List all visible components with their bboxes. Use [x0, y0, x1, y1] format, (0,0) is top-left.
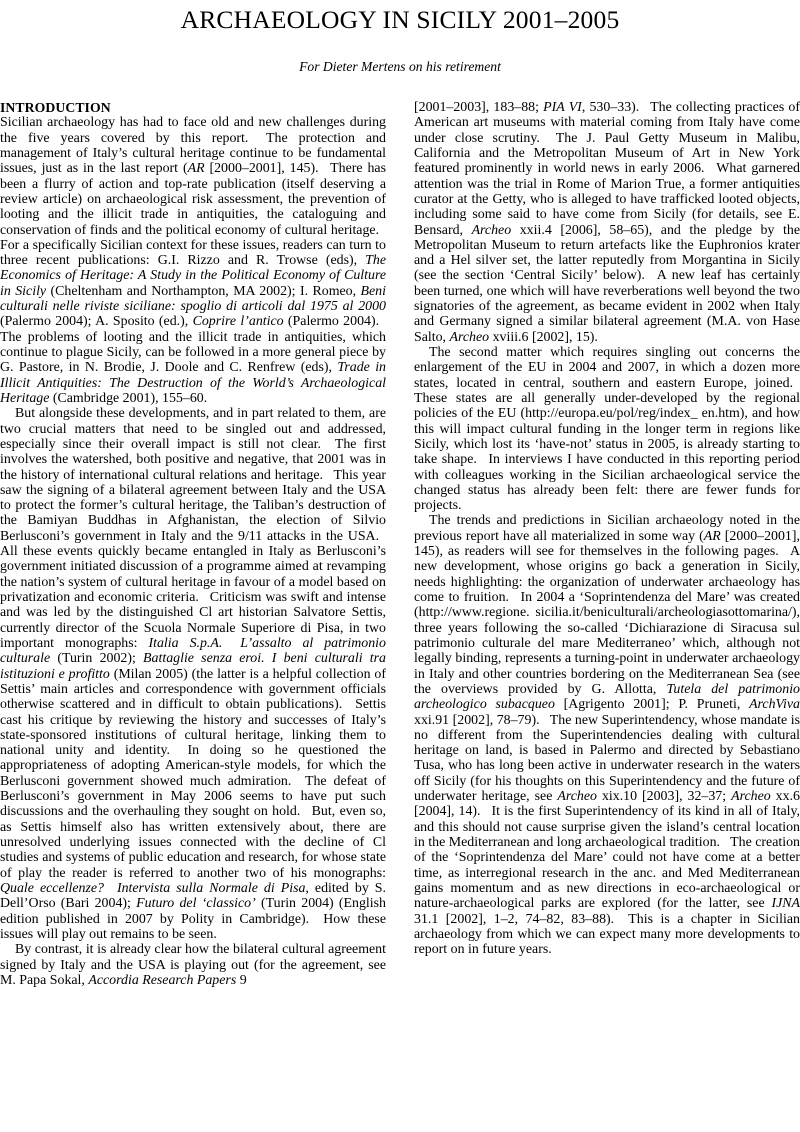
text-run: xxii.4 [2006], 58–65), and the pledge by the Metropolitan Museum to return artefacts like the Euphronios krater and a Hel silver set, the latter reputedly from Morgantina in Sicily (see the section ‘Central Sicily’ below). A new leaf has certainly been turned, one which will have reverberations well beyond the two signatories of the agreement, as became evident in 2002 when Italy and Germany signed a similar bilateral agreement (M.A. von Hase Salto,	[414, 222, 800, 345]
journal-title: Archeo	[471, 222, 512, 238]
text-run: But alongside these developments, and in part related to them, are two crucial matters that need to be singled out and addressed, especially since their overall impact is still not clear. The first involves the watershed, both positive and negative, that 2001 was in the history of international cultural relations and heritage. This year saw the signing of a bilateral agreement between Italy and the USA to protect the former’s cultural heritage, the Taliban’s destruction of the Bamiyan Buddhas in Afghanistan, the election of Silvio Berlusconi’s government in Italy and the 9/11 attacks in the USA. All these events quickly became entangled in Italy as Berlusconi’s government initiated discussion of a programme aimed at revamping the nation’s system of cultural heritage in favour of a model based on privatization and economic criteria. Criticism was swift and intense and was led by the distinguished Cl art historian Salvatore Settis, currently director of the Scuola Normale Superiore di Pisa, in two important monographs:	[0, 406, 386, 651]
citation-ar: AR	[187, 161, 205, 177]
page-title: ARCHAEOLOGY IN SICILY 2001–2005	[180, 5, 620, 34]
text-run: xx.6 [2004], 14). It is the first Superintendency of its kind in all of Italy, and this should not cause surprise given the island’s central location in the Mediterranean and long archaeological tradition. The creation of the ‘Soprintendenza del Mare’ could not have come at a better time, as interregional research in the anc. and Med Mediterranean gains momentum and as new directions in eco-archaeological or nature-archaeological parks are explored (for the latter, see	[414, 789, 800, 912]
section-heading-introduction: INTRODUCTION	[0, 100, 111, 115]
text-run: [2000–2001], 145). There has been a flurry of action and top-rate publication (itself deserving a review article) on archaeological risk assessment, the prevention of looting and the illicit trade in antiquities, the cataloguing and conservation of finds and the political economy of cultural heritage. For a specifically Sicilian context for these issues, readers can turn to three recent publications: G.I. Rizzo and R. Trowse (eds),	[0, 161, 386, 269]
text-run: xxi.91 [2002], 78–79). The new Superintendency, whose mandate is no different from the Superintendencies dealing with cultural heritage on land, is based in Palermo and directed by Sebastiano Tusa, who has long been active in underwater research in the waters off Sicily (for his thoughts on this Superintendency and the future of underwater heritage, see	[414, 712, 800, 805]
text-run: The second matter which requires singling out concerns the enlargement of the EU in 2004 and 2007, in which a dozen more states, located in central, southern and eastern Europe, joined. These states are all generally under-developed by the regional policies of the EU (http://europa.eu/pol/reg/index_ en.htm), and how this will impact cultural funding in the longer term in regions like Sicily, which lost its ‘have-not’ status in 2005, is already starting to take shape. In interviews I have conducted in this reporting period with colleagues working in the Sicilian archaeological service the changed status has already been felt: there are fewer funds for projects.	[414, 345, 800, 514]
citation-ar: AR	[703, 528, 721, 544]
book-title: Italia S.p.A. L’assalto al patrimonio culturale	[0, 635, 386, 667]
left-column	[0, 100, 386, 1132]
text-run: [2000–2001], 145), as readers will see for themselves in the following pages. A new development, whose origins go back a generation in Sicily, needs highlighting: the organization of underwater archaeology has come to fruition. In 2004 a ‘Soprintendenza del Mare’ was created (http://www.regione. sicilia.it/beniculturali/archeologiasottomarina/), three years following the so-called ‘Dichiarazione di Siracusa sul patrimonio culturale del mare Mediterraneo’ which, although not legally binding, represents a turning-point in underwater archaeology in Italy and other countries bordering on the Mediterranean Sea (see the overviews provided by G. Allotta,	[414, 528, 800, 697]
book-title: Quale eccellenze? Intervista sulla Normale di Pisa	[0, 880, 306, 896]
journal-title: Accordia Research Papers	[88, 972, 237, 988]
paragraph-intro-2	[0, 406, 386, 942]
text-run: xviii.6 [2002], 15).	[489, 329, 598, 345]
journal-title: Archeo	[557, 789, 597, 805]
text-run: Sicilian archaeology has had to face old and new challenges during the five years covered by this report. The protection and management of Italy’s cultural heritage continue to be fundamental issues, just as in the last report (	[0, 115, 386, 177]
book-title: Coprire l’antico	[192, 314, 284, 330]
paragraph-intro-1	[0, 115, 386, 406]
book-title: Beni culturali nelle riviste siciliane: spoglio di articoli dal 1975 al 2000	[0, 283, 386, 315]
text-run: (Turin 2002);	[50, 651, 144, 667]
two-column-body	[0, 100, 800, 1132]
journal-title: Archeo	[449, 329, 490, 345]
text-run: By contrast, it is already clear how the bilateral cultural agreement signed by Italy and the USA is playing out (for the agreement, see M. Papa Sokal,	[0, 942, 386, 988]
text-run: 9	[236, 972, 247, 988]
text-run: (Palermo 2004). The problems of looting and the illicit trade in antiquities, which continue to plague Sicily, can be followed in a more general piece by G. Pastore, in N. Brodie, J. Doole and C. Renfrew (eds),	[0, 314, 386, 376]
text-run: [Agrigento 2001]; P. Pruneti,	[554, 697, 750, 713]
text-run: , 530–33). The collecting practices of American art museums with material coming from Italy have come under close scrutiny. The J. Paul Getty Museum in Malibu, California and the Metropolitan Museum of Art in New York featured prominently in world news in early 2006. What garnered attention was the trial in Rome of Marion True, a former antiquities curator at the Getty, who is alleged to have trafficked looted objects, including some said to have come from Sicily (for details, see E. Bensard,	[414, 100, 800, 238]
book-title: Tutela del patrimonio archeologico subacqueo	[414, 681, 800, 713]
journal-title: PIA VI	[543, 100, 582, 115]
paragraph-eu-enlargement	[414, 345, 800, 513]
right-column	[414, 100, 800, 1132]
text-run: (Milan 2005) (the latter is a helpful collection of Settis’ main articles and correspondence with government officials otherwise scattered and in difficult to obtain publications). Settis cast his critique by reviewing the history and successes of Italy’s state-sponsored institutions of cultural heritage, linking them to national unity and identity. In doing so he questioned the appropriateness of adopting American-style models, for which the Berlusconi government showed much admiration. The defeat of Berlusconi’s government in May 2006 seems to have put such discussions and the overhauling they sought on hold. But, even so, as Settis himself also has written extensively about, there are unresolved underlying issues connected with the decline of Cl studies and systems of public education and research, for whose state of play the reader is referred to another two of his monographs:	[0, 666, 386, 881]
text-run: (Cambridge 2001), 155–60.	[49, 390, 208, 406]
text-run: (Cheltenham and Northampton, MA 2002); I. Romeo,	[46, 283, 361, 299]
paragraph-intro-3	[0, 942, 386, 988]
book-title: The Economics of Heritage: A Study in the Political Economy of Culture in Sicily	[0, 253, 386, 299]
book-title: Trade in Illicit Antiquities: The Destruction of the World’s Archaeological Heritage	[0, 360, 386, 406]
paragraph-trends-predictions	[414, 513, 800, 957]
book-title: Futuro del ‘classico’	[136, 896, 256, 912]
paragraph-continued-1	[414, 100, 800, 345]
text-run: The trends and predictions in Sicilian archaeology noted in the previous report have all materialized in some way (	[414, 513, 800, 544]
text-run: [2001–2003], 183–88;	[414, 100, 544, 115]
text-run: , edited by S. Dell’Orso (Bari 2004);	[0, 880, 386, 912]
journal-title: Archeo	[731, 789, 771, 805]
journal-title: IJNA	[771, 896, 800, 912]
text-run: xix.10 [2003], 32–37;	[596, 789, 732, 805]
text-run: (Palermo 2004); A. Sposito (ed.),	[0, 314, 193, 330]
dedication-line: For Dieter Mertens on his retirement	[299, 58, 501, 74]
text-run: (Turin 2004) (English edition published in 2007 by Polity in Cambridge). How these issues will play out remains to be seen.	[0, 896, 386, 942]
journal-title: ArchViva	[749, 697, 800, 713]
book-title: Battaglie senza eroi. I beni culturali tra istituzioni e profitto	[0, 651, 386, 682]
text-run: 31.1 [2002], 1–2, 74–82, 83–88). This is a chapter in Sicilian archaeology from which we can expect many more developments to report on in future years.	[414, 911, 800, 958]
